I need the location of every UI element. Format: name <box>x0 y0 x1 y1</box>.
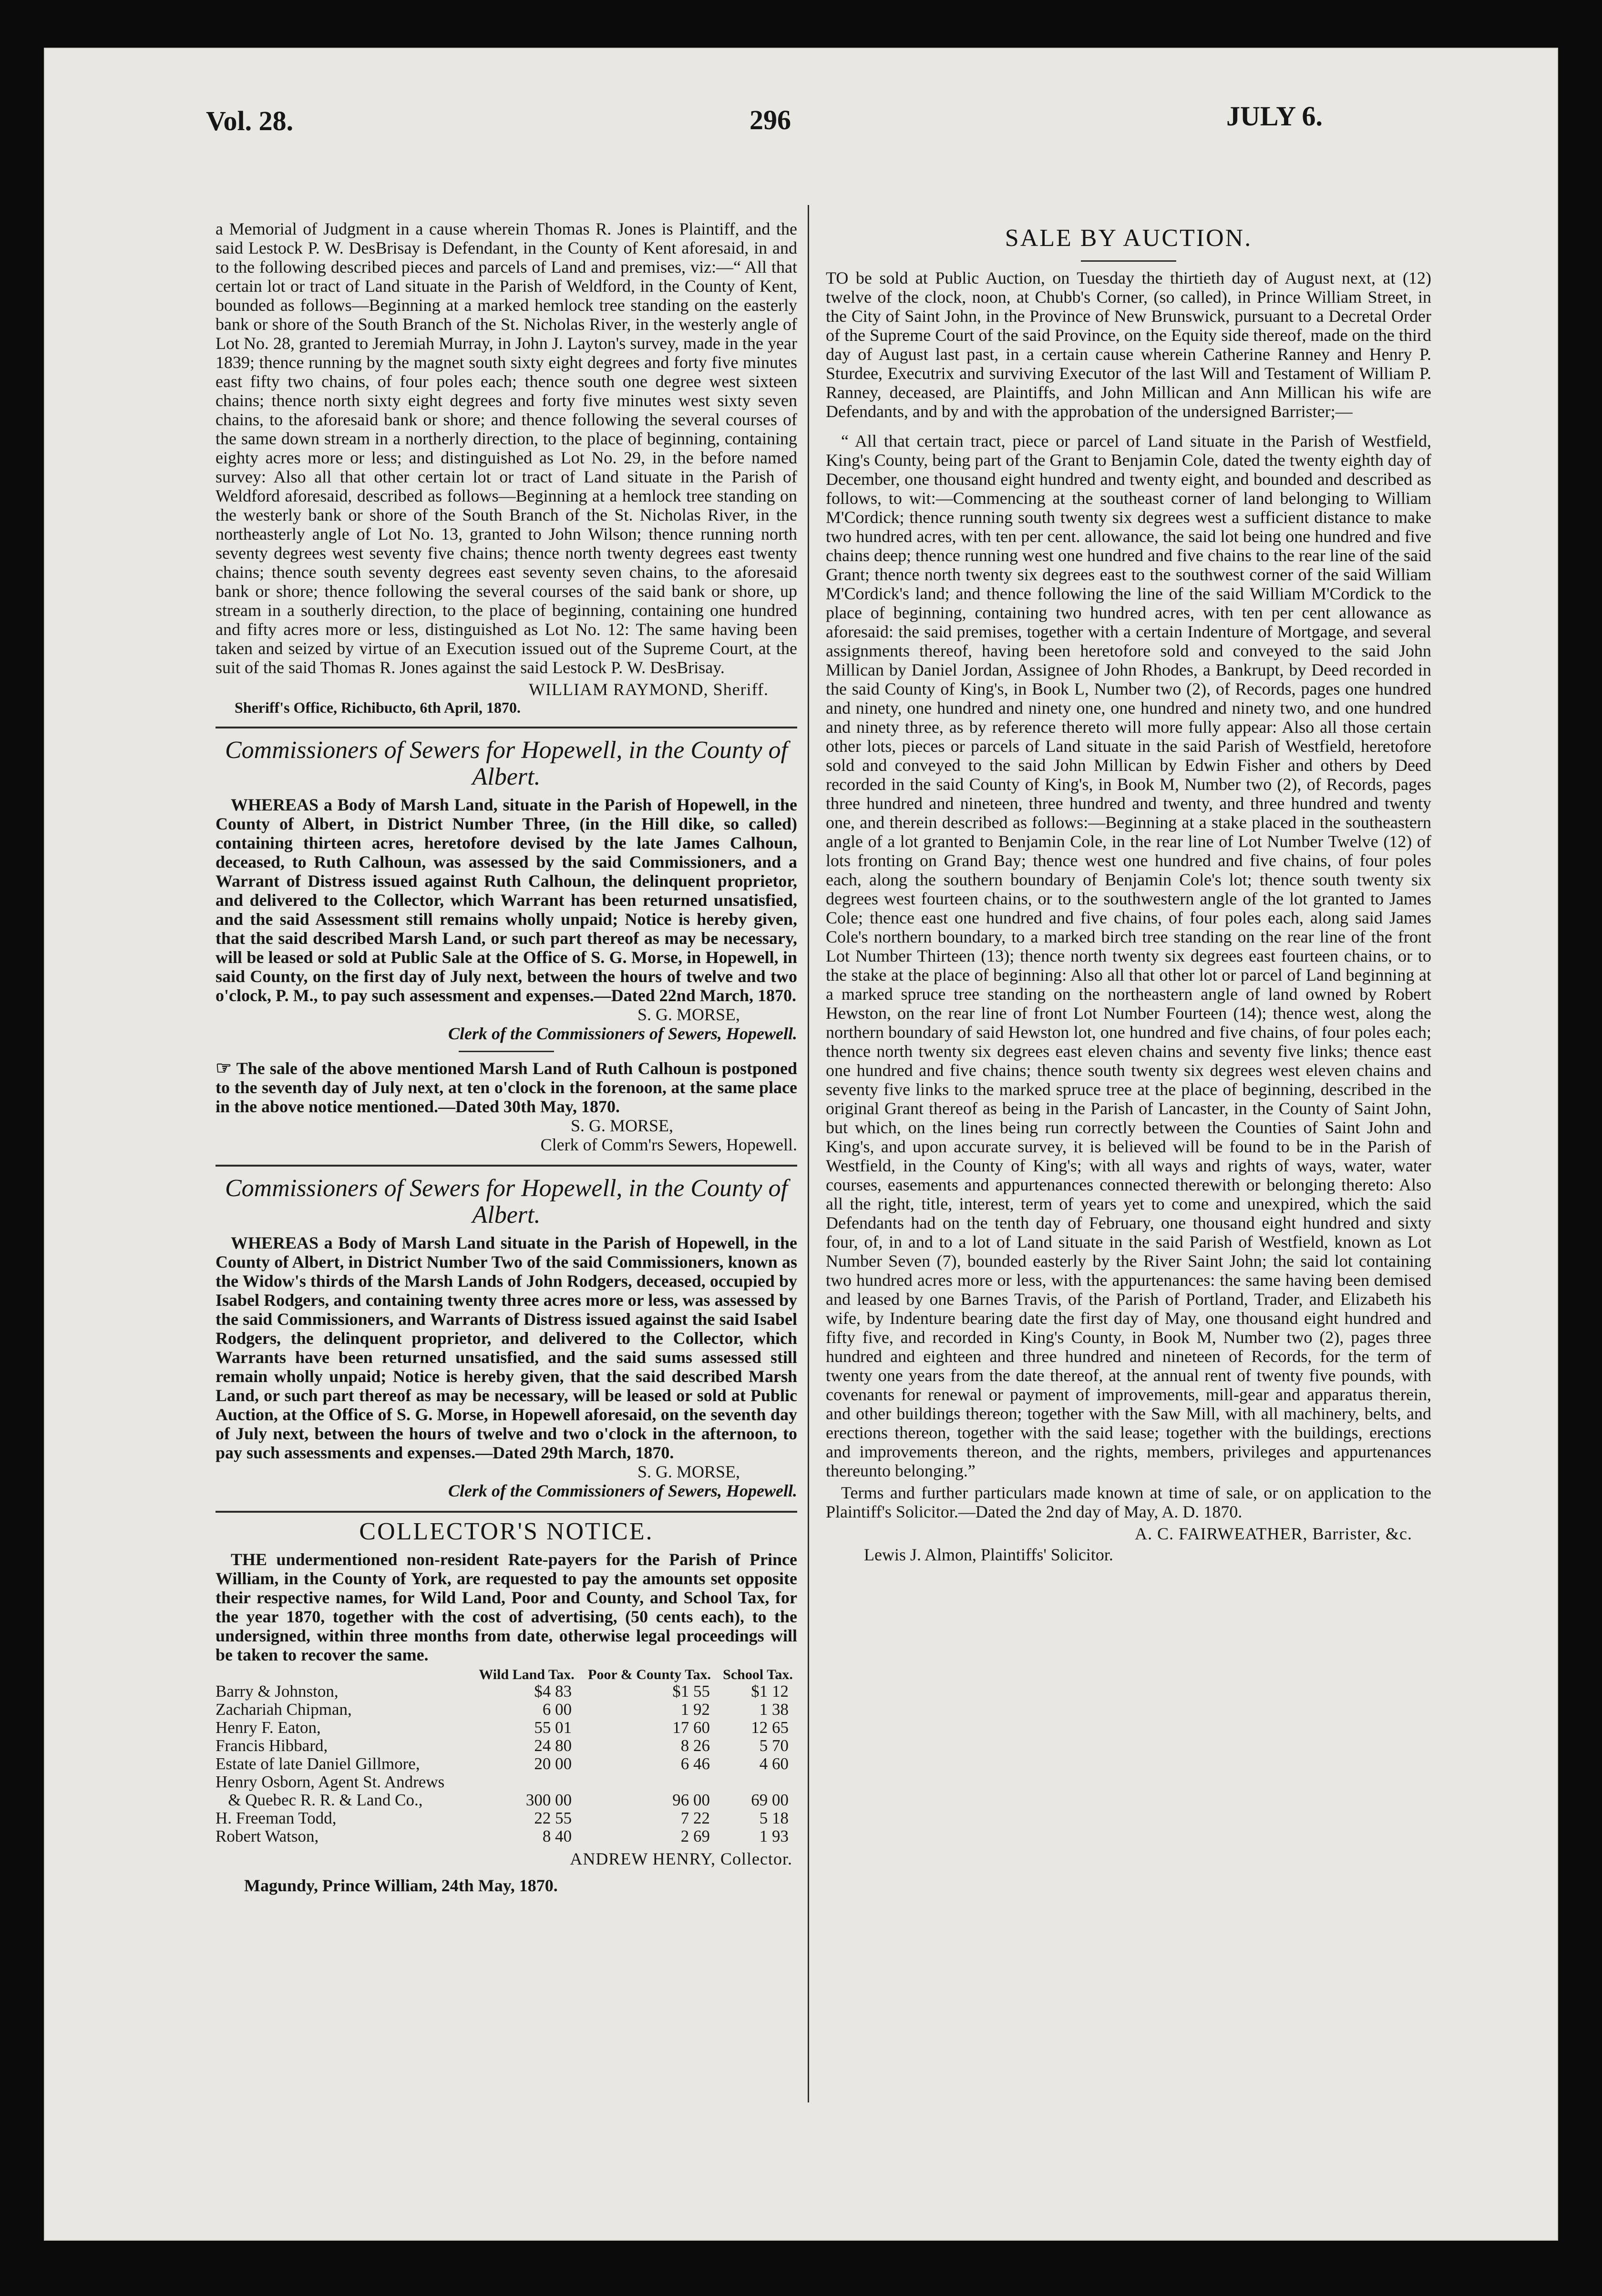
poor-county-tax: 1 92 <box>680 1700 710 1719</box>
tax-payer-name: Estate of late Daniel Gillmore, <box>216 1754 420 1773</box>
wild-land-tax: 6 00 <box>542 1700 572 1719</box>
pointing-hand-icon: ☞ <box>216 1058 232 1078</box>
postponement-signature: S. G. MORSE, <box>570 1116 673 1135</box>
school-tax: 4 60 <box>759 1754 789 1773</box>
tax-row <box>216 1773 797 1791</box>
notice2-title: Commissioners of Sewers for Hopewell, in the County of Albert. <box>225 1175 788 1229</box>
barrister-signature: A. C. FAIRWEATHER, Barrister, &c. <box>1135 1524 1412 1543</box>
right-column <box>826 219 1431 1564</box>
section-divider <box>216 727 797 728</box>
tax-payer-name: Barry & Johnston, <box>216 1682 339 1701</box>
solicitor-signature: Lewis J. Almon, Plaintiffs' Solicitor. <box>864 1545 1113 1564</box>
wild-land-tax: 20 00 <box>534 1754 572 1773</box>
wild-land-tax: 24 80 <box>534 1736 572 1755</box>
notice1-clerk: Clerk of the Commissioners of Sewers, Hopewell. <box>448 1024 797 1043</box>
memorial-paragraph: a Memorial of Judgment in a cause wherein Thomas R. Jones is Plaintiff, and the said Lestock P. W. DesBrisay is Defendant, in the County of Kent aforesaid, in and to the following described pieces and parcels of Land and premises, viz:—“ All that certain lot or tract of Land situate in the Parish of Weldford, in the County of Kent, bounded as follows—Beginning at a marked hemlock tree standing on the easterly bank or shore of the South Branch of the St. Nicholas River, in the westerly angle of Lot No. 28, granted to Jeremiah Murray, in John J. Layton's survey, made in the year 1839; thence running by the magnet south sixty eight degrees and forty five minutes east fifty two chains, of four poles each; thence south one degree west sixteen chains; thence north sixty eight degrees and forty five minutes west sixty seven chains, to the aforesaid bank or shore; and thence following the several courses of the same down stream in a northerly direction, to the place of beginning, containing eighty acres more or less; and distinguished as Lot No. 29, in the before named survey: Also all that other certain lot or tract of Land situate in the Parish of Weldford aforesaid, described as follows—Beginning at a hemlock tree standing on the westerly bank or shore of the South Branch of the St. Nicholas River, in the northeasterly angle of Lot No. 13, granted to John Wilson; thence running north seventy degrees west seventy five chains; thence north twenty degrees east twenty chains; thence south seventy degrees east seventy seven chains, to the aforesaid bank or shore; thence following the several courses of the said bank or shore, up stream in a southerly direction, to the place of beginning, containing one hundred and fifty acres more or less, distinguished as Lot No. 12: The same having been taken and seized by virtue of an Execution issued out of the Supreme Court, at the suit of the said Thomas R. Jones against the said Lestock P. W. DesBrisay. <box>216 219 797 677</box>
wild-land-tax: 22 55 <box>534 1809 572 1827</box>
collector-place-date: Magundy, Prince William, 24th May, 1870. <box>244 1876 558 1895</box>
collector-signature: ANDREW HENRY, Collector. <box>570 1849 792 1868</box>
notice2-signature: S. G. MORSE, <box>637 1462 740 1481</box>
poor-county-tax: 96 00 <box>672 1791 710 1809</box>
tax-payer-name: Zachariah Chipman, <box>216 1700 352 1719</box>
school-tax: $1 12 <box>751 1682 789 1701</box>
short-divider <box>1081 260 1176 262</box>
school-tax: 69 00 <box>751 1791 789 1809</box>
postponement-clerk: Clerk of Comm'rs Sewers, Hopewell. <box>540 1135 797 1154</box>
left-column <box>216 219 797 1895</box>
tax-row <box>216 1755 797 1773</box>
tax-table-header <box>216 1667 797 1682</box>
tax-row <box>216 1827 797 1845</box>
auction-title: SALE BY AUCTION. <box>1005 225 1253 252</box>
poor-county-tax: 2 69 <box>680 1827 710 1845</box>
wild-land-tax: 8 40 <box>542 1827 572 1845</box>
auction-intro: TO be sold at Public Auction, on Tuesday the thirtieth day of August next, at (12) twelve of the clock, noon, at Chubb's Corner, (so called), in Prince William Street, in the City of Saint John, in the Province of New Brunswick, pursuant to a Decretal Order of the Supreme Court of the said Province, on the Equity side thereof, made on the third day of August last past, in a certain cause wherein Catherine Ranney and Henry P. Sturdee, Executrix and surviving Executor of the last Will and Testament of William P. Ranney, deceased, are Plaintiffs, and John Millican and Ann Millican his wife are Defendants, and by and with the approbation of the undersigned Barrister;— <box>826 268 1431 421</box>
wild-land-tax: $4 83 <box>534 1682 572 1701</box>
tax-payer-name: Henry Osborn, Agent St. Andrews <box>216 1773 445 1791</box>
tax-row <box>216 1719 797 1737</box>
sheriff-signature: WILLIAM RAYMOND, Sheriff. <box>529 680 769 699</box>
collector-notice-body: THE undermentioned non-resident Rate-payers for the Parish of Prince William, in the County of York, are requested to pay the amounts set opposite their respective names, for Wild Land, Poor and County, and School Tax, for the year 1870, together with the cost of advertising, (50 cents each), to the undersigned, within three months from date, otherwise legal proceedings will be taken to recover the same. <box>216 1550 797 1664</box>
tax-row <box>216 1809 797 1827</box>
page-number: 296 <box>750 104 791 135</box>
poor-county-tax: 8 26 <box>680 1736 710 1755</box>
volume-number: Vol. 28. <box>206 105 294 136</box>
wild-land-tax <box>473 1773 580 1791</box>
tax-payer-name: Robert Watson, <box>216 1827 319 1845</box>
tax-header-poor-county: Poor & County Tax. <box>588 1667 711 1682</box>
notice2-body: WHEREAS a Body of Marsh Land situate in the Parish of Hopewell, in the County of Albert, in District Number Two of the said Commissioners, known as the Widow's thirds of the Marsh Lands of John Rodgers, deceased, occupied by Isabel Rodgers, and containing twenty three acres more or less, was assessed by the said Commissioners, and Warrants of Distress issued against the said Isabel Rodgers, the delinquent proprietor, and delivered to the Collector, which Warrants have been returned unsatisfied, and the said sums assessed still remain wholly unpaid; Notice is hereby given, that the said described Marsh Land, or such part thereof as may be necessary, will be leased or sold at Public Auction, at the Office of S. G. Morse, in Hopewell aforesaid, on the seventh day of July next, between the hours of twelve and two o'clock in the afternoon, to pay such assessments and expenses.—Dated 29th March, 1870. <box>216 1233 797 1462</box>
wild-land-tax: 300 00 <box>525 1791 572 1809</box>
notice1-signature: S. G. MORSE, <box>637 1005 740 1024</box>
page-header <box>44 48 1558 157</box>
postponement-body: The sale of the above mentioned Marsh Land of Ruth Calhoun is postponed to the seventh day of July next, at ten o'clock in the forenoon, at the same place in the above notice mentioned.—Dated 30th May, 1870. <box>216 1059 797 1116</box>
auction-land-description: “ All that certain tract, piece or parcel of Land situate in the Parish of Westfield, King's County, being part of the Grant to Benjamin Cole, dated the twenty eighth day of December, one thousand eight hundred and twenty eight, and bounded and described as follows, to wit:—Commencing at the southeast corner of land belonging to William M'Cordick; thence running south twenty six degrees west a sufficient distance to make two hundred acres, with ten per cent. allowance, the said lot being one hundred and five chains deep; thence running west one hundred and five chains to the rear line of the said Grant; thence north twenty six degrees east to the southwest corner of the said William M'Cordick's land; and thence following the line of the said William M'Cordick to the place of beginning, containing two hundred acres, with ten per cent allowance as aforesaid: the said premises, together with a certain Indenture of Mortgage, and several assignments thereof, having been heretofore sold and conveyed to the said John Millican by Daniel Jordan, Assignee of John Rhodes, a Bankrupt, by Deed recorded in the said County of King's, in Book L, Number two (2), of Records, pages one hundred and ninety, one hundred and ninety one, one hundred and ninety two, and one hundred and ninety three, as by reference thereto will more fully appear: Also all those certain other lots, pieces or parcels of Land situate in the said Parish of Westfield, heretofore sold and conveyed to the said John Millican by Edwin Fisher and others by Deed recorded in the said County of King's, in Book M, Number two (2), of Records, pages three hundred and nineteen, three hundred and twenty, and three hundred and twenty one, and therein described as follows:—Beginning at a stake placed in the southeastern angle of a lot granted to Benjamin Cole, in the rear line of Lot Number Twelve (12) of lots fronting on Grand Bay; thence west one hundred and five chains, of four poles each, along the southern boundary of Benjamin Cole's lot; thence south twenty six degrees west fourteen chains, or to the southwestern angle of the lot granted to James Cole; thence east one hundred and five chains, of four poles each, along said James Cole's northern boundary, to a marked birch tree standing on the rear line of the front Lot Number Thirteen (13); thence north twenty six degrees east fourteen chains, or to the stake at the place of beginning: Also all that other lot or parcel of Land beginning at a marked spruce tree standing on the northeastern angle of land owned by Robert Hewston, on the rear line of front Lot Number Fourteen (14); thence west, along the northern boundary of said Hewston lot, one hundred and five chains, of four poles each; thence north twenty six degrees east eleven chains and seventy five links; thence east one hundred and five chains; thence south twenty six degrees west eleven chains and seventy five links to the marked spruce tree at the place of beginning, described in the original Grant thereof as being in the Parish of Lancaster, in the County of Saint John, but which, on the lines being run correctly between the Counties of Saint John and King's, and upon accurate survey, it is believed will be found to be in the Parish of Westfield, in the County of King's; with all ways and rights of ways, water, water courses, easements and appurtenances connected therewith or belonging thereto: Also all the right, title, interest, term of years yet to come and unexpired, which the said Defendants had on the tenth day of February, one thousand eight hundred and sixty four, of, in and to a lot of Land situate in the said Parish of Westfield, known as Lot Number Seven (7), bounded easterly by the River Saint John; the said lot containing two hundred acres more or less, with the appurtenances: the same having been demised and leased by one Barnes Travis, of the Parish of Portland, Trader, and Elizabeth his wife, by Indenture bearing date the first day of May, one thousand eight hundred and fifty five, and recorded in King's County, in Book M, Number two (2), pages three hundred and eighteen and three hundred and nineteen of Records, for the term of twenty one years from the date thereof, at the annual rent of twenty five pounds, with covenants for renewal or payment of improvements, mill-gear and apparatus therein, and other buildings thereon; together with the Saw Mill, with all machinery, belts, and erections thereon, together with the said lease; together with the buildings, erections and improvements thereon, and the rights, members, privileges and appurtenances thereunto belonging.” <box>826 431 1431 1480</box>
school-tax: 1 93 <box>759 1827 789 1845</box>
issue-date: JULY 6. <box>1226 101 1323 132</box>
school-tax: 5 18 <box>759 1809 789 1827</box>
tax-table-body <box>216 1682 797 1845</box>
tax-header-wild-land: Wild Land Tax. <box>479 1667 575 1682</box>
notice1-title: Commissioners of Sewers for Hopewell, in the County of Albert. <box>225 737 788 790</box>
poor-county-tax: $1 55 <box>672 1682 710 1701</box>
notice1-body: WHEREAS a Body of Marsh Land, situate in the Parish of Hopewell, in the County of Albert, in District Number Three, (in the Hill dike, so called) containing thirteen acres, heretofore devised by the late James Calhoun, deceased, to Ruth Calhoun, was assessed by the said Commissioners, and a Warrant of Distress issued against Ruth Calhoun, the delinquent proprietor, and delivered to the Collector, which Warrant has been returned unsatisfied, and the said Assessment still remains wholly unpaid; Notice is hereby given, that the said described Marsh Land, or such part thereof as may be necessary, will be leased or sold at Public Sale at the Office of S. G. Morse, in Hopewell, in said County, on the first day of July next, between the hours of twelve and two o'clock, P. M., to pay such assessment and expenses.—Dated 22nd March, 1870. <box>216 795 797 1005</box>
column-divider <box>808 205 809 2102</box>
tax-header-name <box>216 1667 473 1682</box>
tax-header-school: School Tax. <box>723 1667 793 1682</box>
school-tax: 1 38 <box>759 1700 789 1719</box>
poor-county-tax: 7 22 <box>680 1809 710 1827</box>
tax-payer-name: Francis Hibbard, <box>216 1736 328 1755</box>
sheriff-office-date: Sheriff's Office, Richibucto, 6th April, 1870. <box>235 699 521 716</box>
collector-notice-title: COLLECTOR'S NOTICE. <box>359 1518 654 1545</box>
school-tax: 5 70 <box>759 1736 789 1755</box>
tax-payer-name: Henry F. Eaton, <box>216 1718 321 1737</box>
poor-county-tax <box>580 1773 719 1791</box>
tax-row <box>216 1682 797 1701</box>
tax-payer-name: & Quebec R. R. & Land Co., <box>216 1791 423 1809</box>
tax-payer-name: H. Freeman Todd, <box>216 1809 337 1827</box>
school-tax <box>719 1773 797 1791</box>
poor-county-tax: 17 60 <box>672 1718 710 1737</box>
section-divider <box>216 1511 797 1513</box>
notice2-clerk: Clerk of the Commissioners of Sewers, Hopewell. <box>448 1481 797 1500</box>
section-divider <box>216 1165 797 1167</box>
tax-table <box>216 1667 797 1845</box>
newspaper-page <box>44 48 1558 2241</box>
short-divider <box>459 1051 554 1052</box>
poor-county-tax: 6 46 <box>680 1754 710 1773</box>
tax-row <box>216 1701 797 1719</box>
tax-row <box>216 1791 797 1809</box>
tax-row <box>216 1737 797 1755</box>
auction-terms: Terms and further particulars made known at time of sale, or on application to the Plaintiff's Solicitor.—Dated the 2nd day of May, A. D. 1870. <box>826 1483 1431 1521</box>
wild-land-tax: 55 01 <box>534 1718 572 1737</box>
school-tax: 12 65 <box>751 1718 789 1737</box>
